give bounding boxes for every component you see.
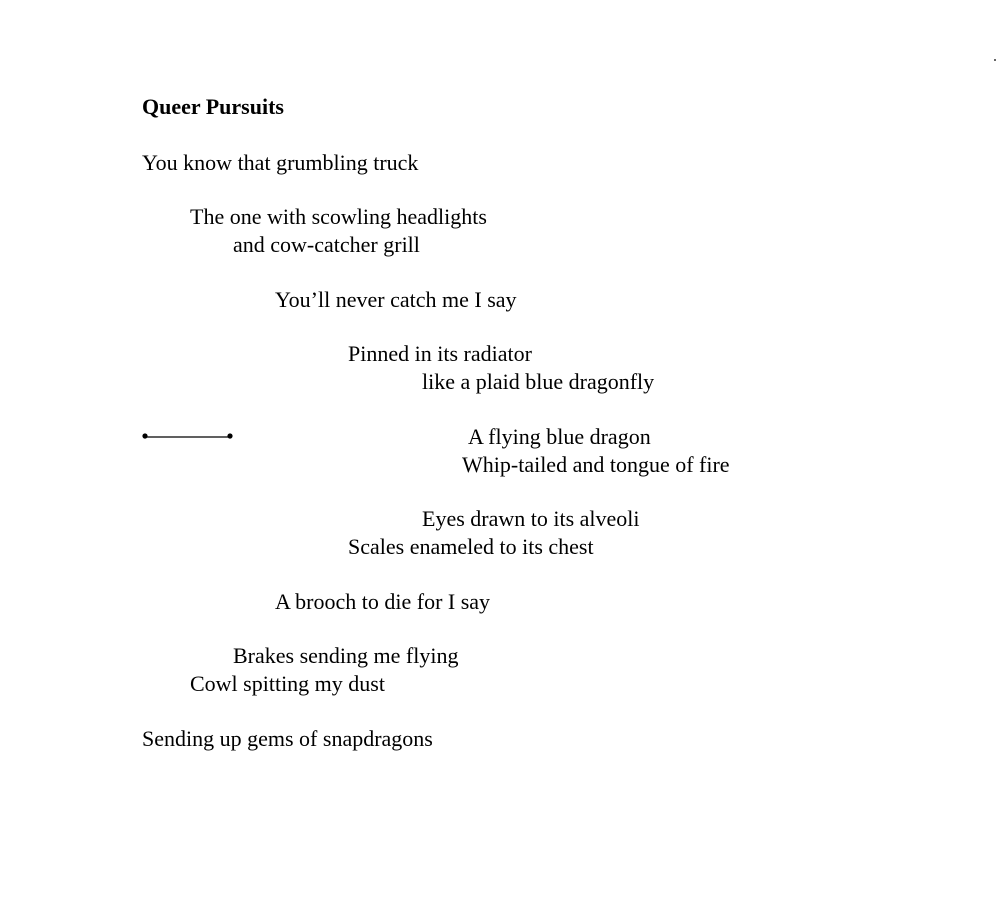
poem-line: You’ll never catch me I say (275, 287, 517, 312)
poem-line: Cowl spitting my dust (190, 671, 385, 696)
poem-line: Pinned in its radiator (348, 341, 532, 366)
poem-line: The one with scowling headlights (190, 204, 487, 229)
poem-line: Eyes drawn to its alveoli (422, 506, 640, 531)
poem-line: A flying blue dragon (468, 424, 651, 449)
poem-line: like a plaid blue dragonfly (422, 369, 655, 394)
poem-line: You know that grumbling truck (142, 150, 419, 175)
dot-line-dot-icon (140, 430, 236, 442)
stray-mark (993, 58, 997, 62)
poem-line: and cow-catcher grill (233, 232, 420, 257)
poem-line: Brakes sending me flying (233, 643, 459, 668)
poem-line: Scales enameled to its chest (348, 534, 594, 559)
poem-line: Sending up gems of snapdragons (142, 726, 433, 751)
poem-line: Whip-tailed and tongue of fire (462, 452, 730, 477)
poem-line: A brooch to die for I say (275, 589, 491, 614)
poem-title: Queer Pursuits (142, 94, 284, 119)
